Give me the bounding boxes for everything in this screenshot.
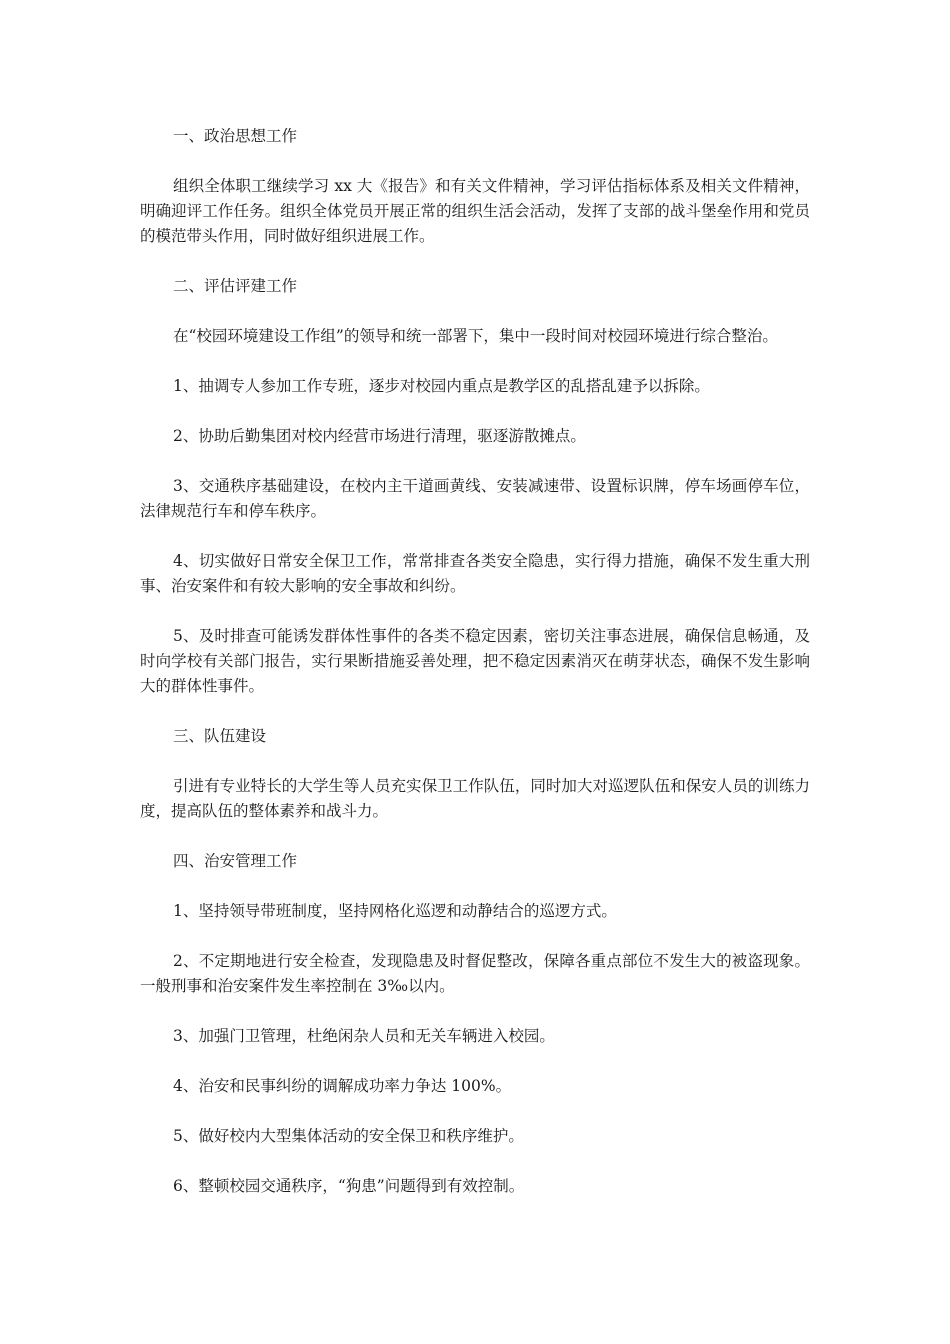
list-item-security-1: 1、坚持领导带班制度，坚持网格化巡逻和动静结合的巡逻方式。 — [173, 902, 617, 920]
list-item-security-2: 2、不定期地进行安全检查，发现隐患及时督促整改，保障各重点部位不发生大的被盗现象。一般刑事和治安案件发生率控制在 3‰以内。 — [140, 952, 810, 995]
list-item-evaluation-4: 4、切实做好日常安全保卫工作，常常排查各类安全隐患，实行得力措施，确保不发生重大刑事、治安案件和有较大影响的安全事故和纠纷。 — [140, 552, 810, 595]
document-body — [140, 124, 810, 1224]
list-item-evaluation-5: 5、及时排查可能诱发群体性事件的各类不稳定因素，密切关注事态进展，确保信息畅通，及时向学校有关部门报告，实行果断措施妥善处理，把不稳定因素消灭在萌芽状态，确保不发生影响大的群体性事件。 — [140, 627, 810, 695]
list-item-evaluation-3: 3、交通秩序基础建设，在校内主干道画黄线、安装减速带、设置标识牌，停车场画停车位，法律规范行车和停车秩序。 — [140, 477, 810, 520]
list-item-security-3: 3、加强门卫管理，杜绝闲杂人员和无关车辆进入校园。 — [173, 1027, 555, 1045]
list-item-security-6: 6、整顿校园交通秩序，“狗患”问题得到有效控制。 — [173, 1177, 525, 1195]
paragraph-political-work: 组织全体职工继续学习 xx 大《报告》和有关文件精神，学习评估指标体系及相关文件精神，明确迎评工作任务。组织全体党员开展正常的组织生活会活动，发挥了支部的战斗堡垒作用和党员的模范带头作用，同时做好组织进展工作。 — [140, 177, 810, 245]
list-item-security-5: 5、做好校内大型集体活动的安全保卫和秩序维护。 — [173, 1127, 524, 1145]
paragraph-team-building: 引进有专业特长的大学生等人员充实保卫工作队伍，同时加大对巡逻队伍和保安人员的训练力度，提高队伍的整体素养和战斗力。 — [140, 777, 810, 820]
section-heading-security: 四、治安管理工作 — [173, 852, 298, 870]
paragraph-evaluation-intro: 在“校园环境建设工作组”的领导和统一部署下，集中一段时间对校园环境进行综合整治。 — [173, 327, 778, 345]
section-heading-political: 一、政治思想工作 — [173, 127, 298, 145]
list-item-evaluation-1: 1、抽调专人参加工作专班，逐步对校园内重点是教学区的乱搭乱建予以拆除。 — [173, 377, 710, 395]
section-heading-team: 三、队伍建设 — [173, 727, 267, 745]
list-item-security-4: 4、治安和民事纠纷的调解成功率力争达 100%。 — [173, 1077, 512, 1095]
list-item-evaluation-2: 2、协助后勤集团对校内经营市场进行清理，驱逐游散摊点。 — [173, 427, 586, 445]
section-heading-evaluation: 二、评估评建工作 — [173, 277, 298, 295]
